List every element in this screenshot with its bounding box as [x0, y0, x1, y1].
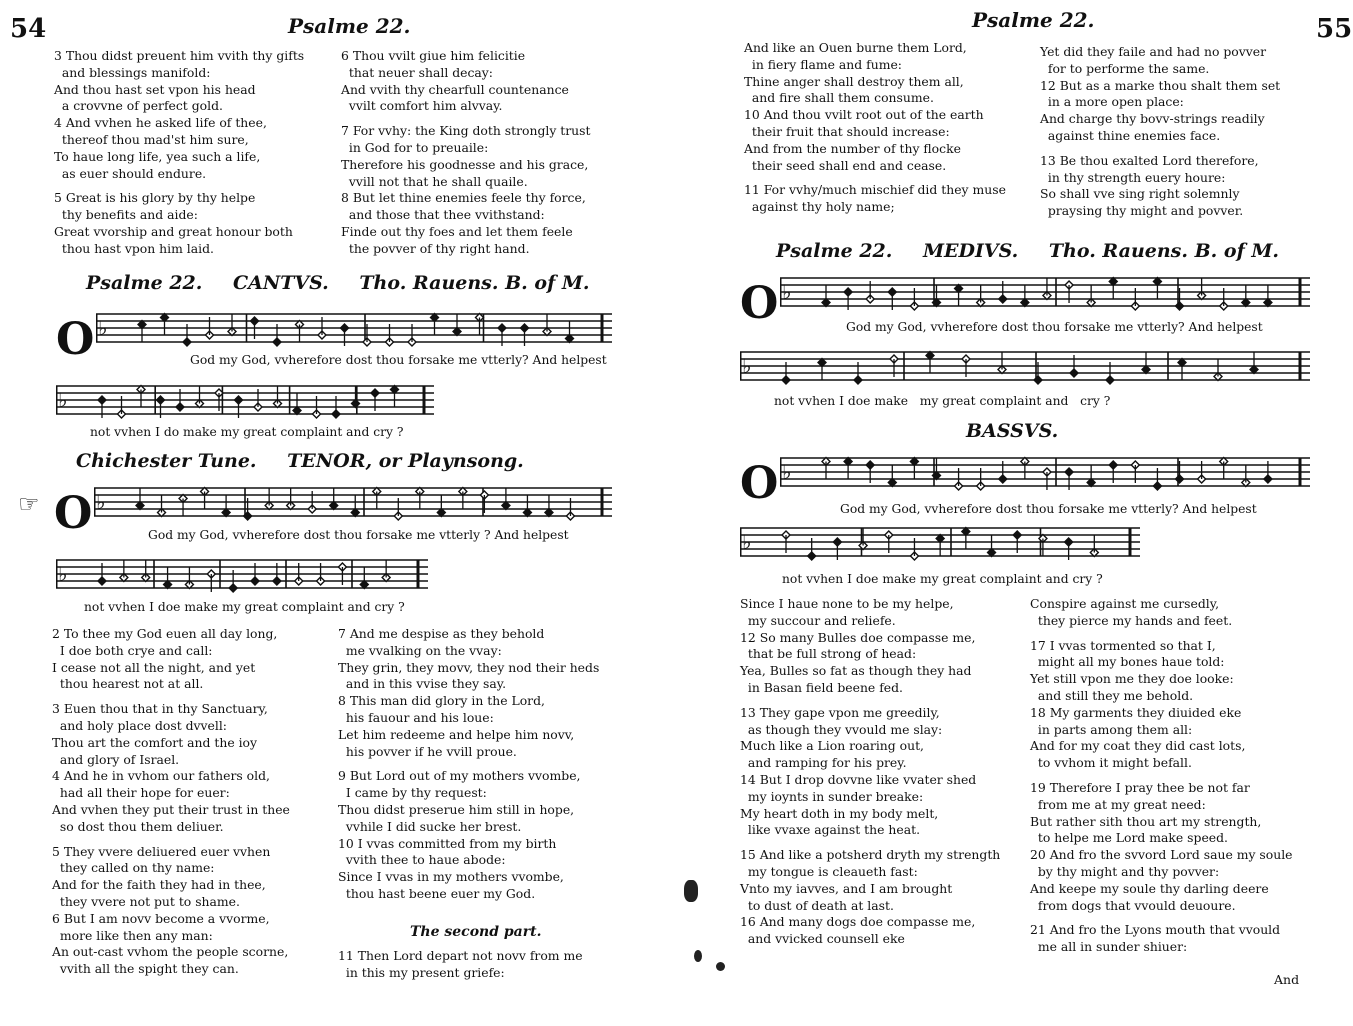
verse-line — [740, 839, 1000, 847]
bassus-staff-2 — [740, 520, 1140, 564]
note — [196, 386, 204, 408]
note — [1214, 359, 1222, 381]
verse-line: as euer should endure. — [54, 165, 207, 181]
verse-line: that neuer shall decay: — [341, 64, 493, 80]
verse-line: in Basan field beene fed. — [740, 679, 903, 695]
verse-line: 21 And fro the Lyons mouth that vvould — [1030, 922, 1281, 938]
verse-line: 3 Thou didst preuent him vvith thy gifts — [54, 48, 305, 63]
cantus-staff-1 — [96, 306, 612, 350]
verse-line: and glory of Israel. — [52, 751, 180, 767]
verse-line: Vnto my iavves, and I am brought — [740, 880, 953, 896]
note — [459, 488, 467, 510]
clef-icon: ♭ — [96, 490, 106, 514]
note — [955, 285, 963, 307]
note — [1220, 458, 1228, 480]
tenor-initial: O — [54, 488, 93, 539]
verse-line: that be full strong of head: — [740, 646, 917, 662]
note — [977, 285, 985, 307]
clef-icon: ♭ — [782, 460, 792, 484]
verse-line: 4 And vvhen he asked life of thee, — [54, 115, 267, 131]
note — [296, 321, 304, 343]
verse-line: had all their hope for euer: — [52, 785, 230, 801]
verse-line: vvhile I did sucke her brest. — [338, 818, 522, 834]
verse-line: Thine anger shall destroy them all, — [744, 73, 964, 89]
verse-line: against thy holy name; — [744, 199, 895, 215]
bassus-initial: O — [740, 458, 779, 509]
note — [201, 488, 209, 510]
note — [545, 495, 553, 517]
note — [222, 495, 230, 517]
verse-line: 5 Great is his glory by thy helpe — [54, 190, 256, 206]
cantus-heading — [86, 272, 590, 294]
note — [351, 495, 359, 517]
verse-line: An out-cast vvhom the people scorne, — [52, 944, 289, 960]
note — [962, 528, 970, 550]
verse-line: I cease not all the night, and yet — [52, 659, 256, 675]
note — [453, 314, 461, 336]
verse-line: Thou didst preserue him still in hope, — [338, 801, 575, 817]
music-staff — [740, 520, 1140, 564]
note — [120, 560, 128, 582]
medius-composer: Tho. Rauens. B. of M. — [1048, 240, 1280, 262]
verse-line: a crovvne of perfect gold. — [54, 98, 223, 114]
verse-line: vvith all the spight they can. — [52, 961, 239, 977]
verse-line: thy benefits and aide: — [54, 207, 198, 223]
verse-line — [1030, 630, 1293, 638]
verses-bottom-right-col2 — [1030, 596, 1293, 956]
verse-line — [52, 693, 290, 701]
pointing-hand-icon: ☞ — [18, 490, 40, 518]
verse-line — [1030, 772, 1293, 780]
verse-line: 12 But as a marke thou shalt them set — [1040, 77, 1281, 93]
verse-line: And keepe my soule thy darling deere — [1030, 880, 1269, 896]
verse-line: 15 And like a potsherd dryth my strength — [740, 847, 1001, 863]
running-head-right: Psalme 22. — [972, 8, 1095, 32]
clef-icon: ♭ — [98, 316, 108, 340]
verse-line: from me at my great need: — [1030, 796, 1206, 812]
second-part-heading: The second part. — [410, 924, 542, 940]
music-staff — [94, 480, 612, 524]
verses-bottom-left-col1 — [52, 626, 290, 978]
bassus-heading: BASSVS. — [966, 420, 1059, 442]
verse-line: praysing thy might and povver. — [1040, 203, 1244, 219]
verse-line: Conspire against me cursedly, — [1030, 596, 1220, 611]
note — [502, 488, 510, 510]
bassus-lyric-1: God my God, vvherefore dost thou forsake me vtterly? And helpest — [840, 502, 1257, 516]
verse-line: Great vvorship and great honour both — [54, 223, 293, 239]
verse-line: And vvhen they put their trust in thee — [52, 801, 290, 817]
verse-line: me vvalking on the vvay: — [338, 642, 502, 658]
verse-line: so dost thou them deliuer. — [52, 818, 224, 834]
verse-line: 4 And he in vvhom our fathers old, — [52, 768, 270, 784]
verse-line: Yet did they faile and had no povver — [1040, 44, 1267, 59]
cantus-staff-2 — [56, 378, 434, 422]
note — [437, 495, 445, 517]
verse-line: and holy place dost dvvell: — [52, 717, 227, 733]
note — [988, 535, 996, 557]
verse-line: in fiery flame and fume: — [744, 56, 902, 72]
verse-line: 13 Be thou exalted Lord therefore, — [1040, 152, 1259, 168]
music-staff — [56, 378, 434, 422]
verse-line: as though they vvould me slay: — [740, 721, 943, 737]
verses-top-left-col2 — [341, 48, 591, 258]
note — [161, 314, 169, 336]
tenor-lyric-1: God my God, vvherefore dost thou forsake me vtterly ? And helpest — [148, 528, 569, 542]
verse-line: 14 But I drop dovvne like vvater shed — [740, 771, 977, 787]
note — [1087, 465, 1095, 487]
note — [543, 314, 551, 336]
note — [844, 458, 852, 480]
verse-line — [52, 836, 290, 844]
verse-line: in this my present griefe: — [338, 964, 505, 980]
verse-line: by thy might and thy povver: — [1030, 863, 1220, 879]
note — [1142, 352, 1150, 374]
page-number-right: 55 — [1316, 14, 1353, 44]
music-staff — [56, 552, 428, 596]
verse-line: in God for to preuaile: — [341, 139, 489, 155]
verse-line: Much like a Lion roaring out, — [740, 738, 924, 754]
verse-line: 10 And thou vvilt root out of the earth — [744, 107, 984, 123]
note — [138, 321, 146, 343]
verse-line: 7 And me despise as they behold — [338, 626, 545, 641]
verse-line: in thy strength euery houre: — [1040, 169, 1226, 185]
verse-line: and vvicked counsell eke — [740, 931, 905, 947]
medius-tune-name: Psalme 22. — [776, 240, 893, 262]
verse-line: like vvaxe against the heat. — [740, 822, 921, 838]
medius-voice-name: MEDIVS. — [923, 240, 1019, 262]
verse-line: Let him redeeme and helpe him novv, — [338, 726, 575, 742]
note — [185, 567, 193, 589]
note — [416, 488, 424, 510]
note — [158, 495, 166, 517]
verse-line: for to performe the same. — [1040, 60, 1210, 76]
verse-line: in a more open place: — [1040, 94, 1184, 110]
note — [164, 567, 172, 589]
clef-icon: ♭ — [742, 354, 752, 378]
clef-icon: ♭ — [58, 562, 68, 586]
note — [373, 488, 381, 510]
note — [431, 314, 439, 336]
running-head-left: Psalme 22. — [288, 14, 411, 38]
verse-line: thou hearest not at all. — [52, 676, 204, 692]
verse-line: And for my coat they did cast lots, — [1030, 738, 1246, 754]
note — [1090, 535, 1098, 557]
verse-line: and those that thee vvithstand: — [341, 207, 545, 223]
medius-initial: O — [740, 278, 779, 329]
note — [888, 465, 896, 487]
verse-line: and blessings manifold: — [54, 64, 211, 80]
clef-icon: ♭ — [58, 388, 68, 412]
note — [391, 386, 399, 408]
verses-top-right-col1 — [744, 40, 1006, 216]
verse-line: and ramping for his prey. — [740, 755, 907, 771]
cantus-tune-name: Psalme 22. — [86, 272, 203, 294]
verse-line: they called on thy name: — [52, 860, 215, 876]
verse-line: to helpe me Lord make speed. — [1030, 830, 1228, 846]
verse-line: 2 To thee my God euen all day long, — [52, 626, 278, 641]
verse-line — [744, 174, 1006, 182]
verse-line: To haue long life, yea such a life, — [54, 148, 261, 164]
note — [1021, 285, 1029, 307]
note — [352, 386, 360, 408]
verse-line: 16 And many dogs doe compasse me, — [740, 914, 976, 930]
verse-line: vvilt comfort him alvvay. — [341, 98, 503, 114]
note — [910, 458, 918, 480]
note — [1043, 278, 1051, 300]
medius-staff-2 — [740, 344, 1310, 388]
verse-line: 6 But I am novv become a vvorme, — [52, 910, 270, 926]
verse-line: more like then any man: — [52, 927, 213, 943]
note — [998, 352, 1006, 374]
verse-line: I came by thy request: — [338, 785, 487, 801]
verse-line — [1030, 914, 1293, 922]
note — [926, 352, 934, 374]
verse-line: might all my bones haue told: — [1030, 654, 1225, 670]
verse-line: against thine enemies face. — [1040, 127, 1221, 143]
music-staff — [780, 450, 1310, 494]
cantus-lyric-1: God my God, vvherefore dost thou forsake me vtterly? And helpest — [190, 353, 607, 367]
verse-line — [338, 760, 599, 768]
note — [818, 359, 826, 381]
note — [137, 386, 145, 408]
bassus-staff-1 — [780, 450, 1310, 494]
note — [287, 488, 295, 510]
verse-line: their fruit that should increase: — [744, 123, 950, 139]
verse-line: and still they me behold. — [1030, 687, 1194, 703]
note — [265, 488, 273, 510]
verses-bottom-left-col2 — [338, 626, 599, 903]
verse-line: Finde out thy foes and let them feele — [341, 223, 573, 239]
verse-line: they pierce my hands and feet. — [1030, 612, 1233, 628]
music-staff — [740, 344, 1310, 388]
verse-line: 12 So many Bulles doe compasse me, — [740, 629, 976, 645]
note — [936, 535, 944, 557]
verse-line: his fauour and his loue: — [338, 709, 494, 725]
verse-line: thou hast vpon him laid. — [54, 240, 214, 256]
verse-line: Yet still vpon me they doe looke: — [1030, 671, 1234, 687]
verse-line: 11 For vvhy/much mischief did they muse — [744, 182, 1006, 198]
ink-blot — [716, 962, 725, 971]
verse-line: So shall vve sing right solemnly — [1040, 186, 1240, 202]
verse-line: And from the number of thy flocke — [744, 140, 961, 156]
verse-line: 8 This man did glory in the Lord, — [338, 693, 545, 709]
note — [136, 488, 144, 510]
verse-line: the povver of thy right hand. — [341, 240, 530, 256]
verse-line: 17 I vvas tormented so that I, — [1030, 637, 1216, 653]
verse-line: thou hast beene euer my God. — [338, 885, 536, 901]
verse-line: and in this vvise they say. — [338, 676, 507, 692]
tenor-lyric-2: not vvhen I doe make my great complaint and cry ? — [84, 600, 405, 614]
page-number-left: 54 — [10, 14, 47, 44]
verse-line: 20 And fro the svvord Lord saue my soule — [1030, 847, 1293, 863]
medius-heading — [776, 240, 1279, 262]
tenor-tune-name: Chichester Tune. — [76, 450, 257, 472]
note — [566, 321, 574, 343]
verse-line: my succour and reliefe. — [740, 612, 896, 628]
verse-line — [54, 182, 304, 190]
verse-line: 19 Therefore I pray thee be not far — [1030, 779, 1250, 795]
medius-staff-1 — [780, 270, 1310, 314]
verses-bottom-right-col1 — [740, 596, 1000, 948]
verse-line — [341, 115, 591, 123]
verse-line: vvith thee to haue abode: — [338, 852, 506, 868]
music-staff — [780, 270, 1310, 314]
note — [523, 495, 531, 517]
note — [1109, 278, 1117, 300]
verse-line: 9 But Lord out of my mothers vvombe, — [338, 768, 581, 784]
verses-top-right-col2 — [1040, 44, 1280, 220]
note — [1153, 278, 1161, 300]
verse-line — [1040, 145, 1280, 153]
note — [293, 393, 301, 415]
cantus-composer: Tho. Rauens. B. of M. — [359, 272, 590, 294]
verse-line: and fire shall them consume. — [744, 90, 934, 106]
verse-line: And like an Ouen burne them Lord, — [744, 40, 967, 55]
note — [1178, 359, 1186, 381]
verse-line: me all in sunder shiuer: — [1030, 939, 1188, 955]
note — [330, 488, 338, 510]
note — [360, 567, 368, 589]
note — [179, 495, 187, 517]
note — [822, 285, 830, 307]
catchword: And — [1274, 972, 1300, 987]
verse-line: thereof thou mad'st him sure, — [54, 131, 249, 147]
ink-blot — [684, 880, 698, 902]
cantus-voice-name: CANTVS. — [233, 272, 329, 294]
cantus-initial: O — [56, 314, 95, 365]
verse-line: in parts among them all: — [1030, 721, 1193, 737]
verses-top-left-col1 — [54, 48, 304, 258]
cantus-lyric-2: not vvhen I do make my great complaint and cry ? — [90, 425, 404, 439]
note — [822, 458, 830, 480]
verse-line: to vvhom it might befall. — [1030, 755, 1192, 771]
verse-line: My heart doth in my body melt, — [740, 805, 939, 821]
verse-line: 10 I vvas committed from my birth — [338, 835, 557, 851]
verse-line: Since I haue none to be my helpe, — [740, 596, 954, 611]
verse-line: vvill not that he shall quaile. — [341, 173, 528, 189]
ink-blot — [694, 950, 702, 962]
verse-line — [740, 697, 1000, 705]
verse-line: 6 Thou vvilt giue him felicitie — [341, 48, 526, 63]
verse-line: Therefore his goodnesse and his grace, — [341, 156, 589, 172]
tenor-note: or Playnsong. — [378, 450, 524, 472]
medius-lyric-1: God my God, vvherefore dost thou forsake me vtterly? And helpest — [846, 320, 1263, 334]
clef-icon: ♭ — [782, 280, 792, 304]
verse-line: 18 My garments they diuided eke — [1030, 704, 1242, 720]
note — [1242, 285, 1250, 307]
verse-line: my ioynts in sunder breake: — [740, 788, 924, 804]
note — [1087, 285, 1095, 307]
verse-line: from dogs that vvould deuoure. — [1030, 897, 1236, 913]
verse-line: And for the faith they had in thee, — [52, 877, 266, 893]
verse-line: I doe both crye and call: — [52, 642, 213, 658]
medius-lyric-2: not vvhen I doe make my great complaint and cry ? — [774, 394, 1111, 408]
note — [476, 314, 484, 336]
clef-icon: ♭ — [742, 530, 752, 554]
note — [142, 560, 150, 582]
note — [1242, 465, 1250, 487]
verse-line: Thou art the comfort and the ioy — [52, 734, 258, 750]
verse-line: 8 But let thine enemies feele thy force, — [341, 190, 586, 206]
note — [1264, 285, 1272, 307]
verse-line: But rather sith thou art my strength, — [1030, 813, 1262, 829]
note — [1198, 278, 1206, 300]
verse-line: 5 They vvere deliuered euer vvhen — [52, 843, 271, 859]
verse-line: their seed shall end and cease. — [744, 157, 947, 173]
note — [1250, 352, 1258, 374]
verse-line: They grin, they movv, they nod their heds — [338, 659, 600, 675]
verse-line: 13 They gape vpon me greedily, — [740, 704, 940, 720]
tenor-voice-name: TENOR, — [287, 450, 373, 472]
verses-second-part — [338, 948, 583, 982]
note — [1021, 458, 1029, 480]
verse-line: 3 Euen thou that in thy Sanctuary, — [52, 701, 268, 717]
verse-line: And vvith thy chearfull countenance — [341, 81, 569, 97]
verse-line: And charge thy bovv-strings readily — [1040, 111, 1265, 127]
verse-line: his povver if he vvill proue. — [338, 743, 517, 759]
tenor-staff-2 — [56, 552, 428, 596]
bassus-lyric-2: not vvhen I doe make my great complaint and cry ? — [782, 572, 1103, 586]
verse-line: Since I vvas in my mothers vvombe, — [338, 869, 564, 885]
tenor-staff-1 — [94, 480, 612, 524]
verse-line: to dust of death at last. — [740, 897, 894, 913]
verse-line: they vvere not put to shame. — [52, 893, 240, 909]
verse-line: And thou hast set vpon his head — [54, 81, 256, 97]
note — [274, 386, 282, 408]
verse-line: Yea, Bulles so fat as though they had — [740, 663, 972, 679]
verse-line: 11 Then Lord depart not novv from me — [338, 948, 583, 963]
music-staff — [96, 306, 612, 350]
note — [228, 314, 236, 336]
verse-line: 7 For vvhy: the King doth strongly trust — [341, 123, 591, 139]
verse-line: my tongue is cleaueth fast: — [740, 863, 918, 879]
note — [859, 528, 867, 550]
tenor-heading — [76, 450, 524, 472]
note — [382, 560, 390, 582]
